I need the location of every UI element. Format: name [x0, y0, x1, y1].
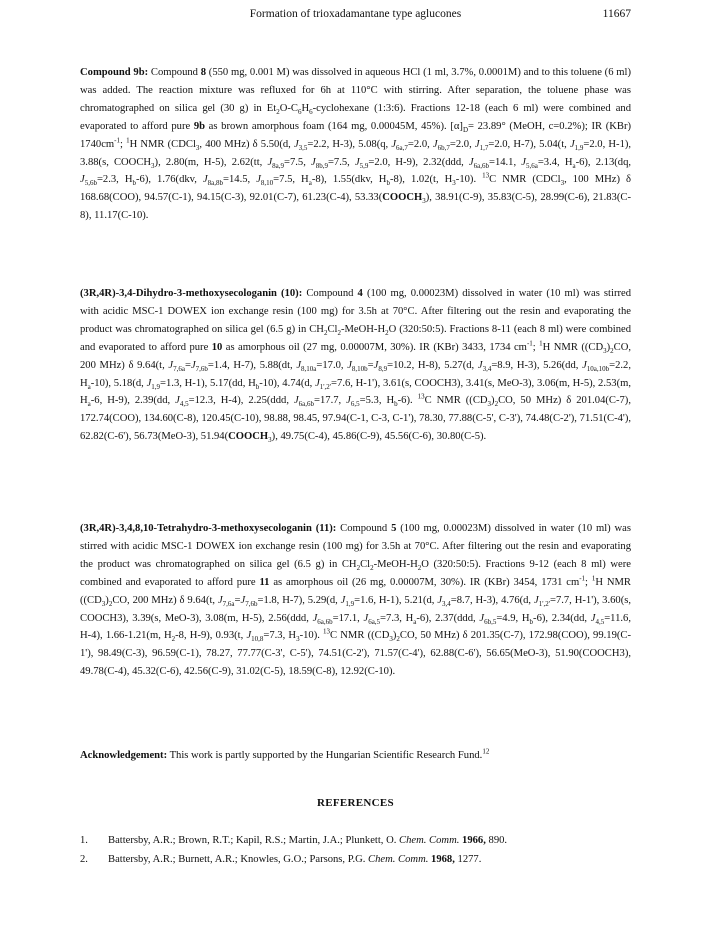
- paragraph-body: Compound 4 (100 mg, 0.00023M) dissolved in water (10 ml) was stirred with acidic MSC-1 DOWEX ion exchange resin (100 mg) for 3.5h at 70°C. After filtering out the resin and evaporating the product was chromatographed on silica gel (6.5 g) in $CH_2Cl_2-MeOH-H_2O$ (320:50:5). Fractions 8-11 (each 8 ml) were combined and evaporated to afford pure 10 as amorphous oil (27 mg, 0.00007M, 30%). IR (KBr) 3433, 1734 $cm^{-1}$; $^1$H NMR ($(CD_3)_2CO$, 200 MHz) δ 9.64(t, $J_{7,6a}=J_{7,6b}=1.4$, H-7), 5.88(dt, $J_{8,10a}=17.0$, $J_{8,10b}=J_{8,9}=10.2$, H-8), 5.27(d, $J_{3,4}=8.9$, H-3), 5.26(dd, $J_{10a,10b}=2.2$, $H_a-10$), 5.18(d, $J_{1,9}=1.3$, H-1), 5.17(dd, $H_b-10$), 4.74(d, $J_{1',2'}=7.6$, H-1'), 3.61(s, COOCH3), 3.41(s, MeO-3), 3.06(m, H-5), 2.53(m, $H_a-6$, H-9), 2.39(dd, $J_{4,5}=12.3$, H-4), 2.25(ddd, $J_{6a,6b}=17.7$, $J_{6,5}=5.3$, $H_b-6$). $^{13}$C NMR ($(CD_3)_2CO$, 50 MHz) δ 201.04(C-7), 172.74(COO), 134.60(C-8), 120.45(C-10), 98.88, 98.45, 97.94(C-1, C-3, C-1'), 78.30, 77.88(C-5', C-3'), 74.48(C-2'), 71.51(C-4'), 62.82(C-6'), 56.73(MeO-3), $51.94(COOCH_3)$, 49.75(C-4), 45.86(C-9), 45.56(C-6), 30.80(C-5).: [80, 288, 632, 445]
- paragraph-heading: (3R,4R)-3,4-Dihydro-3-methoxysecologanin (10):: [80, 288, 303, 299]
- running-head: [80, 8, 631, 24]
- paragraph-heading: (3R,4R)-3,4,8,10-Tetrahydro-3-methoxysecologanin (11):: [80, 523, 337, 534]
- reference-text: Battersby, A.R.; Brown, R.T.; Kapil, R.S.; Martin, J.A.; Plunkett, O. Chem. Comm. 1966, 890.: [108, 835, 508, 846]
- paragraph-body: Compound 8 (550 mg, 0.001 M) was dissolved in aqueous HCl (1 ml, 3.7%, 0.0001M) and to this toluene (6 ml) was added. The reaction mixture was refluxed for 6h at 110°C with stirring. After separation, the toluene phase was chromatographed on silica gel (30 g) in $Et_2O-C_6H_6$-cyclohexane (1:3:6). Fractions 12-18 (each 6 ml) were combined and evaporated to afford pure 9b as brown amorphous foam (164 mg, 0.00045M, 45%). $[\alpha]_D= 23.89^\circ$ (MeOH, c=0.2%); IR (KBr) $1740cm^{-1}$; $^1$H NMR (CDCl$_3$, 400 MHz) δ 5.50(d, $J_{3,5}=2.2$, H-3), 5.08(q, $J_{6a,7}=2.0$, $J_{6b,7}=2.0$, $J_{1,7}=2.0$, H-7), 5.04(t, $J_{1,9}=2.0$, H-1), 3.88(s, $COOCH_3$), 2.80(m, H-5), 2.62(tt, $J_{8a,9}=7.5$, $J_{8b,9}=7.5$, $J_{5,9}=2.0$, H-9), 2.32(ddd, $J_{6a,6b}=14.1$, $J_{5,6a}=3.4$, $H_a-6$), 2.13(dq, $J_{5,6b}=2.3$, $H_b-6$), 1.76(dkv, $J_{8a,8b}=14.5$, $J_{8,10}=7.5$, $H_a-8$), 1.55(dkv, $H_b-8$), 1.02(t, $H_3-10$). $^{13}$C NMR (CDCl$_3$, 100 MHz) δ 168.68(COO), 94.57(C-1), 94.15(C-3), 92.01(C-7), 61.23(C-4), $53.33(COOCH_3)$, 38.91(C-9), 35.83(C-5), 28.99(C-6), 21.83(C-8), 11.17(C-10).: [80, 67, 632, 222]
- paragraph-body: Compound 5 (100 mg, 0.00023M) dissolved in water (10 ml) was stirred with acidic MSC-1 DOWEX ion exchange resin (100 mg) for 3.5h at 70°C. After filtering out the resin and evaporating the product was chromatographed on silica gel (6.5 g) in $CH_2Cl_2-MeOH-H_2O$ (320:50:5). Fractions 9-12 (each 8 ml) were combined and evaporated to afford pure 11 as amorphous oil (26 mg, 0.00007M, 30%). IR (KBr) 3454, 1731 $cm^{-1}$; $^1$H NMR ($(CD_3)_2CO$, 200 MHz) δ 9.64(t, $J_{7,6a}=J_{7,6b}=1.8$, H-7), 5.29(d, $J_{1,9}=1.6$, H-1), 5.21(d, $J_{3,4}=8.7$, H-3), 4.76(d, $J_{1',2'}=7.7$, H-1'), 3.60(s, COOCH3), 3.39(s, MeO-3), 3.08(m, H-5), 2.56(ddd, $J_{6a,6b}=17.1$, $J_{6a,5}=7.3$, $H_a-6$), 2.37(ddd, $J_{6b,5}=4.9$, $H_b-6$), 2.34(dd, $J_{4,5}=11.6$, H-4), 1.66-1.21(m, $H_2-8$, H-9), 0.93(t, $J_{10,8}=7.3$, $H_3-10$). $^{13}$C NMR ($(CD_3)_2CO$, 50 MHz) δ 201.35(C-7), 172.98(COO), 99.19(C-1'), 98.49(C-3), 96.59(C-1), 78.27, 77.77(C-3', C-5'), 74.51(C-2'), 71.57(C-4'), 62.88(C-6'), 56.65(MeO-3), 51.90(COOCH3), 49.78(C-4), 45.32(C-6), 42.56(C-9), 31.02(C-5), 18.59(C-8), 12.92(C-10).: [80, 523, 632, 678]
- reference-text: Battersby, A.R.; Burnett, A.R.; Knowles, G.O.; Parsons, P.G. Chem. Comm. 1968, 1277.: [108, 854, 482, 865]
- paragraph-compound-10: [80, 285, 631, 446]
- paragraph-heading: Compound 9b:: [80, 67, 149, 78]
- paragraph-compound-9b: [80, 64, 631, 225]
- page-number: 11667: [602, 8, 631, 20]
- running-title: Formation of trioxadamantane type aglucones: [249, 8, 462, 20]
- reference-number: 1.: [80, 835, 88, 846]
- paragraph-compound-11: [80, 520, 631, 681]
- reference-number: 2.: [80, 854, 88, 865]
- acknowledgement-heading: Acknowledgement:: [80, 750, 168, 761]
- references-heading: REFERENCES: [317, 797, 394, 809]
- acknowledgement-body: This work is partly supported by the Hungarian Scientific Research Fund.$^{12}$: [169, 747, 490, 761]
- acknowledgement: [80, 747, 631, 765]
